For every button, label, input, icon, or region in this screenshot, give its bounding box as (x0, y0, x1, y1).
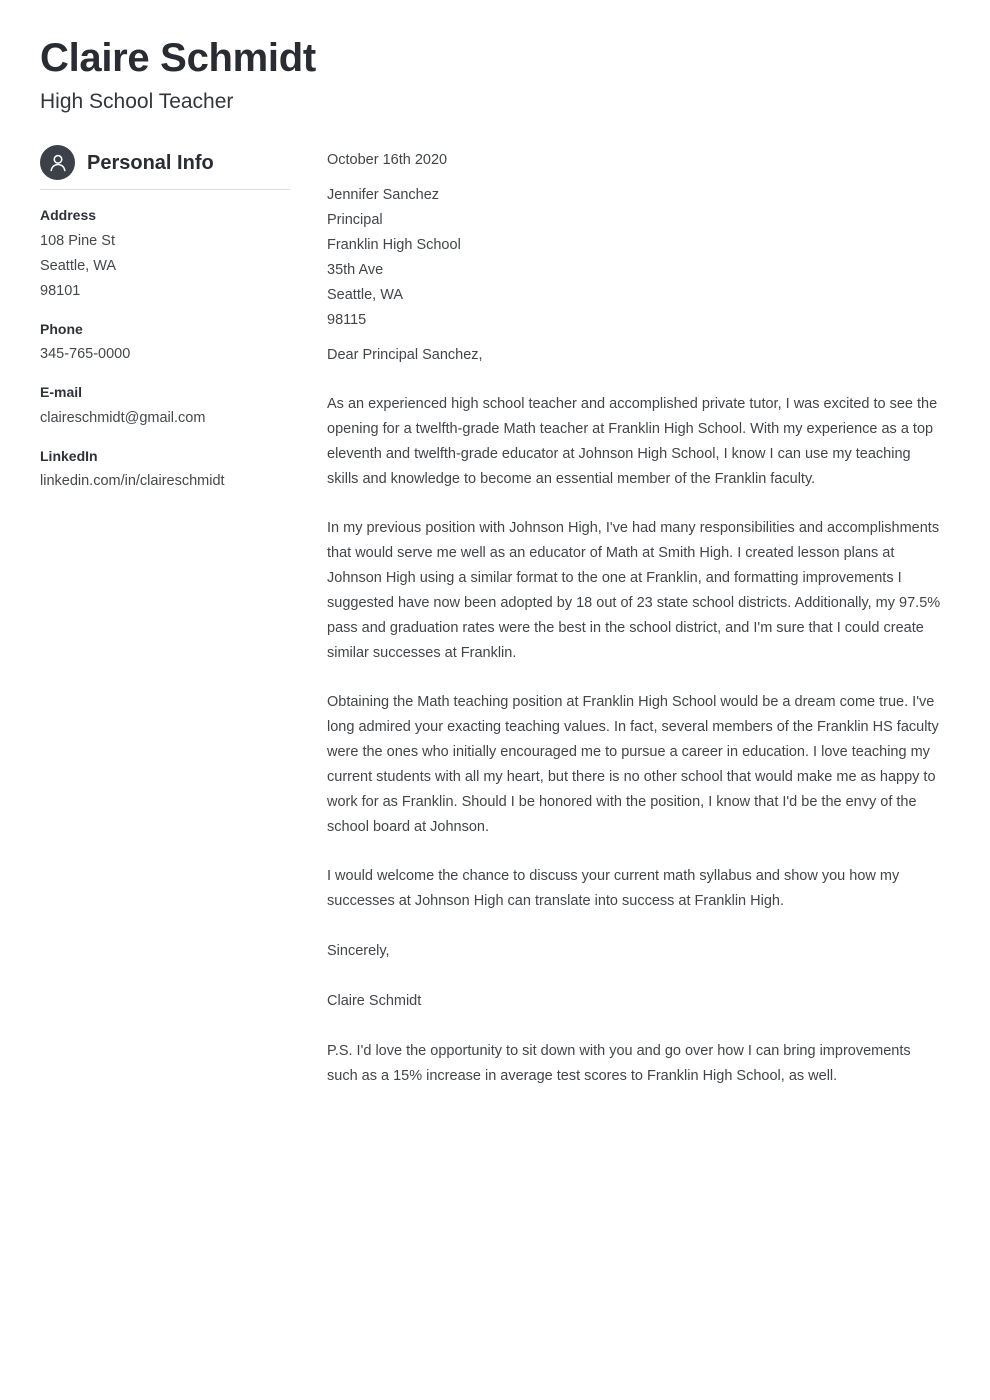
info-value-address-line-1: 108 Pine St (40, 232, 115, 249)
recipient-role: Principal (327, 212, 383, 228)
letter-body (327, 148, 943, 1089)
recipient-zip: 98115 (327, 312, 367, 328)
info-label-email: E-mail (40, 384, 83, 400)
info-label-phone: Phone (40, 320, 83, 337)
info-group-address (40, 207, 290, 304)
letter-date: October 16th 2020 (327, 152, 448, 168)
body-paragraph-2: In my previous position with Johnson High, I've had many responsibilities and accomplishments that would serve me well as an educator of Math at Smith High. I created lesson plans at Johnson High using a similar format to the one at Franklin, and formatting improvements I suggested have now been adopted by 18 out of 23 state school districts. Additionally, my 97.5% pass and graduation rates were the best in the school district, and I'm sure that I could create similar successes at Franklin. (327, 520, 941, 661)
info-group-email (40, 384, 290, 431)
info-group-phone (40, 321, 290, 368)
info-value-linkedin[interactable]: linkedin.com/in/claireschmidt (40, 473, 225, 489)
info-label-linkedin: LinkedIn (40, 447, 98, 464)
recipient-organization: Franklin High School (327, 237, 461, 253)
info-value-phone: 345-765-0000 (40, 346, 131, 362)
personal-info-header (40, 145, 290, 189)
personal-info-title: Personal Info (87, 151, 214, 174)
salutation: Dear Principal Sanchez, (327, 347, 483, 363)
recipient-name: Jennifer Sanchez (327, 187, 440, 203)
body-paragraph-4: I would welcome the chance to discuss your current math syllabus and show you how my successes at Johnson High can translate into success at Franklin High. (327, 868, 900, 909)
recipient-city-state: Seattle, WA (327, 287, 404, 303)
info-group-linkedin (40, 448, 290, 495)
recipient-block (327, 183, 943, 333)
info-value-email[interactable]: claireschmidt@gmail.com (40, 409, 206, 426)
postscript: P.S. I'd love the opportunity to sit down with you and go over how I can bring improvements such as a 15% increase in average test scores to Franklin High School, as well. (327, 1043, 911, 1084)
info-label-address: Address (40, 207, 97, 223)
recipient-street: 35th Ave (327, 262, 384, 278)
signature-name: Claire Schmidt (327, 993, 422, 1009)
body-paragraph-3: Obtaining the Math teaching position at Franklin High School would be a dream come true. I've long admired your exacting teaching values. In fact, several members of the Franklin HS faculty were the ones who initially encouraged me to pursue a career in education. I love teaching my current students with all my heart, but there is no other school that would make me as happy to work for as Franklin. Should I be honored with the position, I know that I'd be the envy of the school board at Johnson. (327, 694, 939, 835)
sidebar-divider (40, 189, 290, 190)
info-value-address-line-3: 98101 (40, 282, 81, 299)
applicant-name: Claire Schmidt (40, 36, 316, 80)
info-value-address-line-2: Seattle, WA (40, 257, 117, 274)
body-paragraph-1: As an experienced high school teacher and accomplished private tutor, I was excited to see the opening for a twelfth-grade Math teacher at Franklin High School. With my experience as a top eleventh and twelfth-grade educator at Johnson High School, I know I can use my teaching skills and knowledge to become an essential member of the Franklin faculty. (327, 396, 938, 487)
applicant-job-title: High School Teacher (40, 89, 234, 113)
closing-salutation: Sincerely, (327, 943, 390, 959)
personal-info-sidebar (40, 145, 290, 494)
person-icon (40, 145, 75, 180)
letter-header (40, 36, 740, 114)
